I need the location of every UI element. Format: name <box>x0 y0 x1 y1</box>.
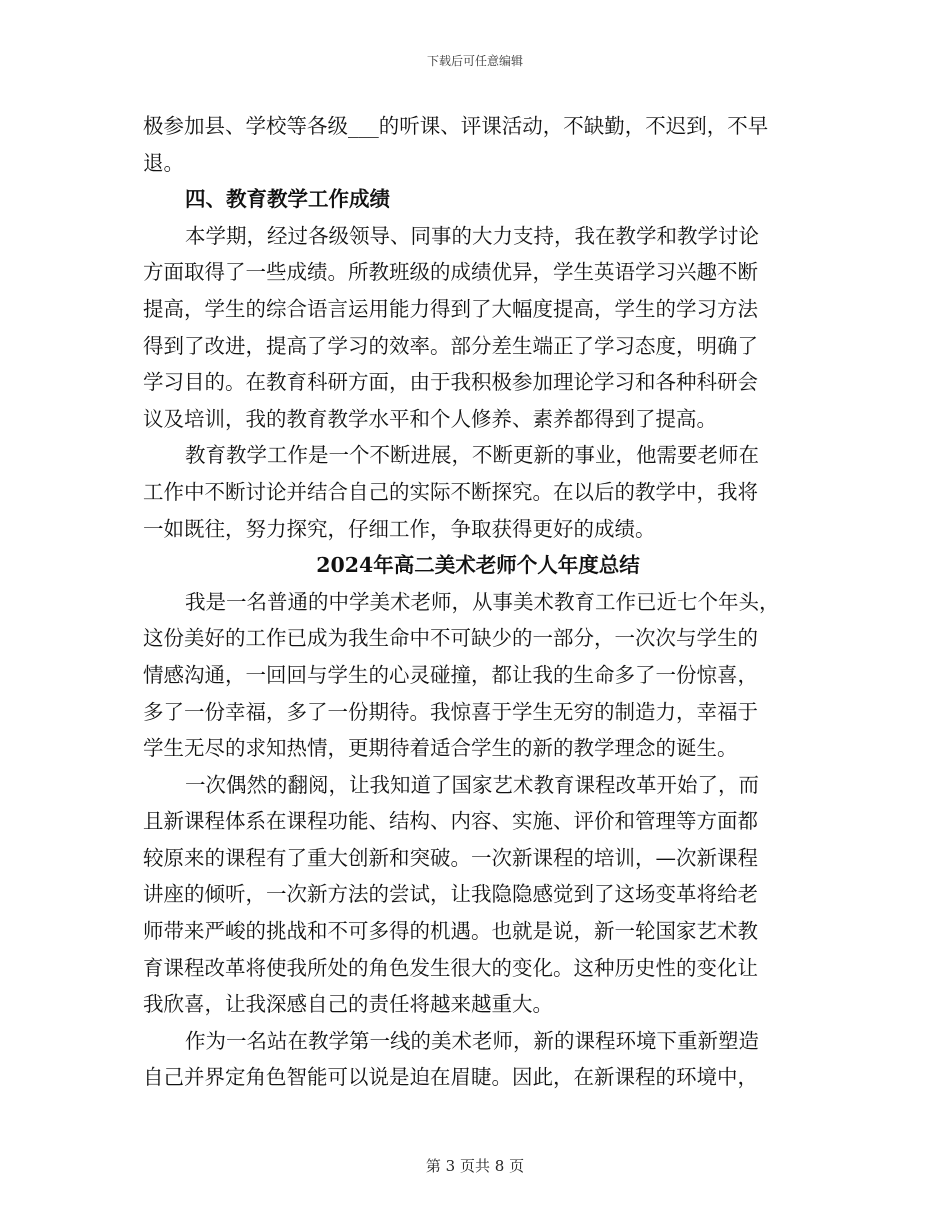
page-number: 第 3 页共 8 页 <box>425 1157 525 1175</box>
text-line: 得到了改进，提高了学习的效率。部分差生端正了学习态度，明确了 <box>143 333 758 358</box>
text-line: 方面取得了一些成绩。所教班级的成绩优异，学生英语学习兴趣不断 <box>143 260 758 285</box>
document-body <box>143 108 803 1096</box>
text-line: 自己并界定角色智能可以说是迫在眉睫。因此，在新课程的环境中， <box>143 1065 758 1090</box>
text-line: 我欣喜，让我深感自己的责任将越来越重大。 <box>143 992 553 1017</box>
text-line: 这份美好的工作已成为我生命中不可缺少的一部分，一次次与学生的 <box>143 626 758 651</box>
text-line: 学习目的。在教育科研方面，由于我积极参加理论学习和各种科研会 <box>143 370 758 395</box>
text-line: 议及培训，我的教育教学水平和个人修养、素养都得到了提高。 <box>143 406 717 431</box>
text-line: 较原来的课程有了重大创新和突破。一次新课程的培训，—次新课程 <box>143 845 758 870</box>
text-line: 提高，学生的综合语言运用能力得到了大幅度提高，学生的学习方法 <box>143 296 758 321</box>
text-line: 学生无尽的求知热情，更期待着适合学生的新的教学理念的诞生。 <box>143 736 738 761</box>
text-line: 且新课程体系在课程功能、结构、内容、实施、评价和管理等方面都 <box>143 809 758 834</box>
page-header: 下载后可任意编辑 <box>426 54 523 68</box>
text-line: 多了一份幸福，多了一份期待。我惊喜于学生无穷的制造力，幸福于 <box>143 699 758 724</box>
document-title: 2024年高二美术老师个人年度总结 <box>316 553 640 578</box>
text-line: 本学期，经过各级领导、同事的大力支持，我在教学和教学讨论 <box>185 223 759 248</box>
text-line: 讲座的倾听，一次新方法的尝试，让我隐隐感觉到了这场变革将给老 <box>143 882 758 907</box>
text-line: 作为一名站在教学第一线的美术老师，新的课程环境下重新塑造 <box>185 1028 759 1053</box>
text-line: 育课程改革将使我所处的角色发生很大的变化。这种历史性的变化让 <box>143 955 758 980</box>
text-line: 退。 <box>143 150 184 175</box>
text-line: 师带来严峻的挑战和不可多得的机遇。也就是说，新一轮国家艺术教 <box>143 919 758 944</box>
text-line: 我是一名普通的中学美术老师，从事美术教育工作已近七个年头， <box>185 589 780 614</box>
text-line: 一如既往，努力探究，仔细工作，争取获得更好的成绩。 <box>143 516 656 541</box>
text-line: 极参加县、学校等各级___的听课、评课活动，不缺勤，不迟到，不早 <box>143 114 769 138</box>
text-line: 工作中不断讨论并结合自己的实际不断探究。在以后的教学中，我将 <box>143 479 758 504</box>
text-line: 情感沟通，一回回与学生的心灵碰撞，都让我的生命多了一份惊喜， <box>143 662 758 687</box>
text-line: 教育教学工作是一个不断进展，不断更新的事业，他需要老师在 <box>185 443 759 468</box>
section-heading: 四、教育教学工作成绩 <box>185 187 390 212</box>
text-line: 一次偶然的翻阅，让我知道了国家艺术教育课程改革开始了，而 <box>185 772 759 797</box>
